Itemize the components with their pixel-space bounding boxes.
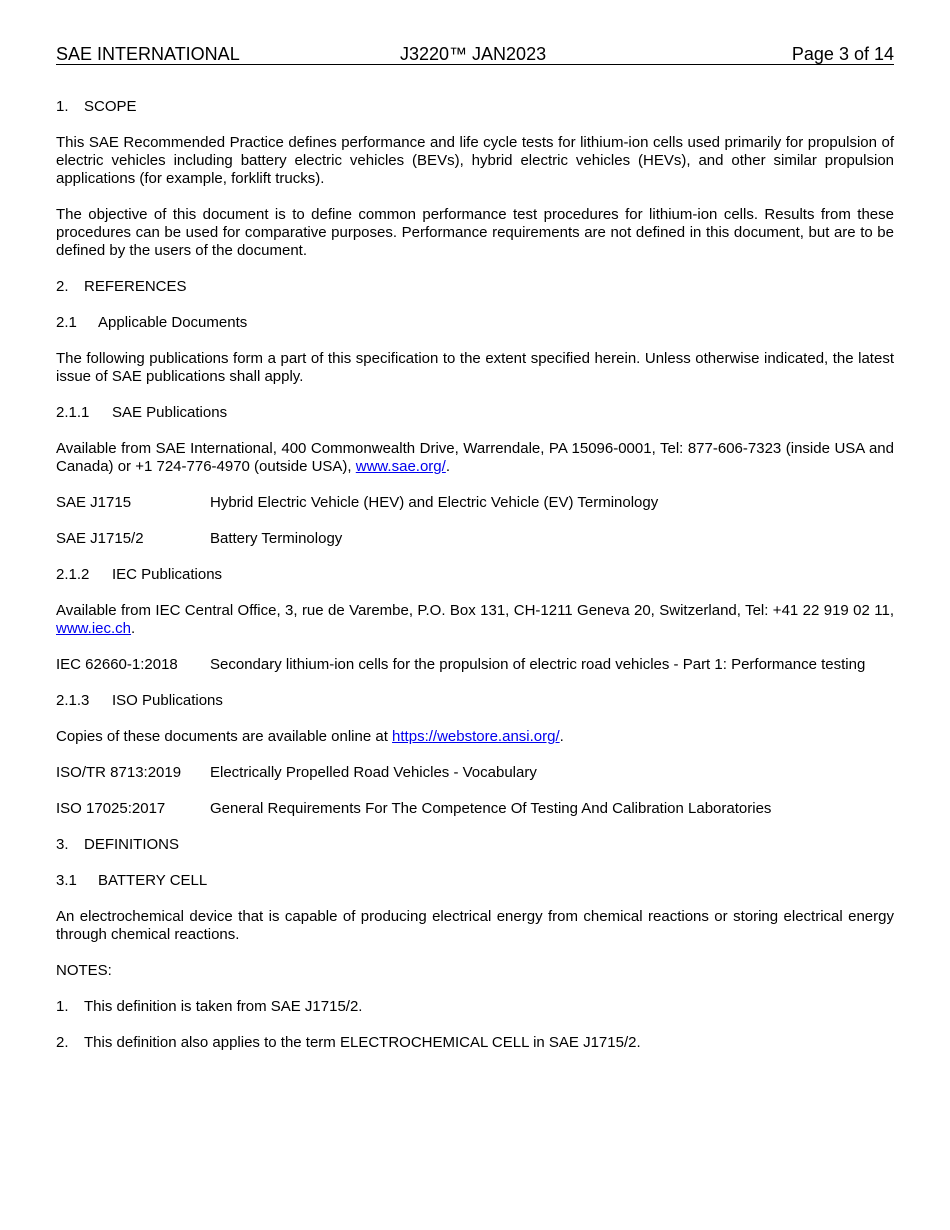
section-3-1-heading: 3.1 BATTERY CELL — [56, 872, 208, 889]
note-item-2: 2. This definition also applies to the term ELECTROCHEMICAL CELL in SAE J1715/2. — [56, 1034, 641, 1051]
iec-availability-paragraph: Available from IEC Central Office, 3, rue de Varembe, P.O. Box 131, CH-1211 Geneva 20, Switzerland, Tel: +41 22 919 02 11, www.iec.ch. — [56, 602, 894, 637]
header-doc-id: J3220™ JAN2023 — [400, 44, 547, 64]
section-2-1-3-heading: 2.1.3 ISO Publications — [56, 692, 223, 709]
section-1-heading: 1. SCOPE — [56, 98, 137, 115]
sae-availability-paragraph: Available from SAE International, 400 Commonwealth Drive, Warrendale, PA 15096-0001, Tel: 877-606-7323 (inside USA and Canada) or +1 724-776-4970 (outside USA), www.sae.org/. — [56, 440, 894, 475]
notes-label: NOTES: — [56, 962, 112, 979]
iec-website-link[interactable]: www.iec.ch — [56, 620, 132, 637]
header-page-number: Page 3 of 14 — [791, 44, 894, 64]
reference-iso-tr-8713: ISO/TR 8713:2019 Electrically Propelled Road Vehicles - Vocabulary — [56, 764, 537, 781]
header-org: SAE INTERNATIONAL — [56, 44, 240, 64]
applicable-docs-paragraph: The following publications form a part of this specification to the extent specified herein. Unless otherwise indicated, the latest issue of SAE publications shall apply. — [56, 350, 894, 385]
sae-website-link[interactable]: www.sae.org/ — [355, 458, 446, 475]
reference-sae-j1715: SAE J1715 Hybrid Electric Vehicle (HEV) and Electric Vehicle (EV) Terminology — [56, 494, 659, 511]
reference-iso-17025: ISO 17025:2017 General Requirements For The Competence Of Testing And Calibration Laboratories — [56, 800, 772, 817]
section-3-heading: 3. DEFINITIONS — [56, 836, 180, 853]
document-body — [56, 98, 894, 1052]
section-2-1-heading: 2.1 Applicable Documents — [56, 314, 248, 331]
ansi-webstore-link[interactable]: https://webstore.ansi.org/ — [392, 728, 560, 745]
section-2-1-2-heading: 2.1.2 IEC Publications — [56, 566, 223, 583]
scope-paragraph-1: This SAE Recommended Practice defines performance and life cycle tests for lithium-ion cells used primarily for propulsion of electric vehicles including battery electric vehicles (BEVs), hybrid electric vehicles (HEVs), and other similar propulsion applications (for example, forklift trucks). — [56, 134, 894, 187]
note-item-1: 1. This definition is taken from SAE J1715/2. — [56, 998, 363, 1015]
iso-availability-paragraph: Copies of these documents are available online at https://webstore.ansi.org/. — [56, 728, 564, 745]
section-2-1-1-heading: 2.1.1 SAE Publications — [56, 404, 228, 421]
reference-iec-62660: IEC 62660-1:2018 Secondary lithium-ion cells for the propulsion of electric road vehicles - Part 1: Performance testing — [56, 656, 866, 673]
reference-sae-j1715-2: SAE J1715/2 Battery Terminology — [56, 530, 343, 547]
page-header — [56, 44, 894, 65]
scope-paragraph-2: The objective of this document is to define common performance test procedures for lithium-ion cells. Results from these procedures can be used for comparative purposes. Performance requirements are not defined in this document, but are to be defined by the users of the document. — [56, 206, 894, 259]
section-2-heading: 2. REFERENCES — [56, 278, 187, 295]
battery-cell-definition: An electrochemical device that is capable of producing electrical energy from chemical reactions or storing electrical energy through chemical reactions. — [56, 908, 894, 943]
